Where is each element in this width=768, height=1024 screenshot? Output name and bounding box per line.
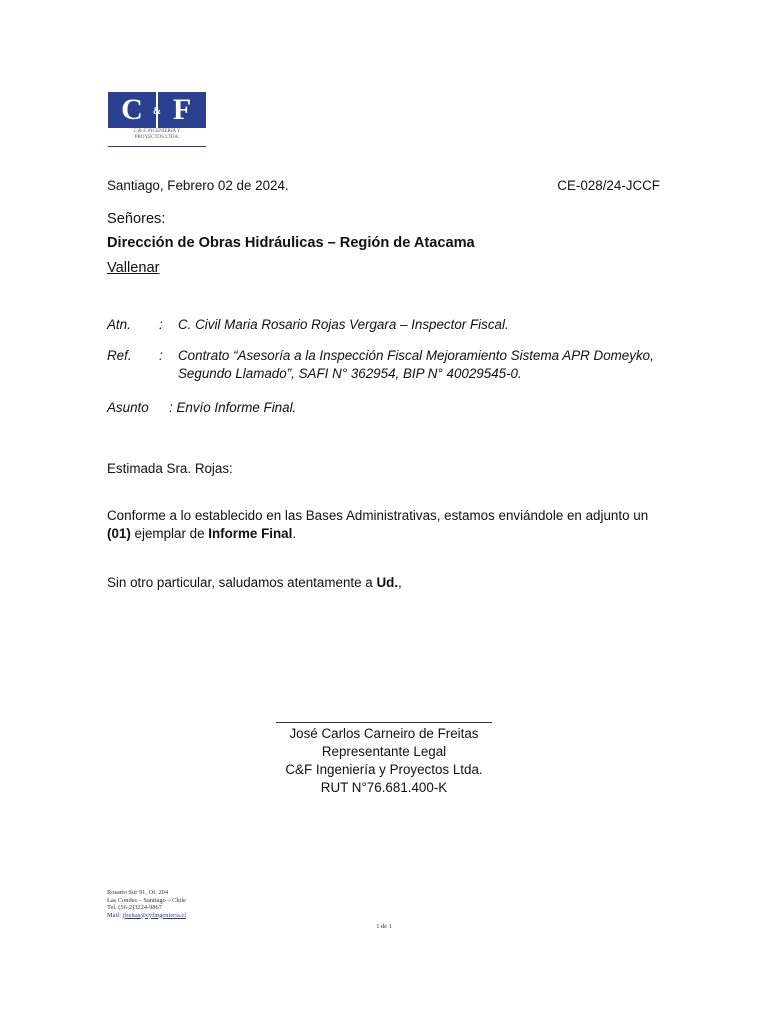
greeting: Estimada Sra. Rojas: [107, 461, 233, 476]
ref-value-line1: Contrato “Asesoría a la Inspección Fiscal Mejoramiento Sistema APR Domeyko, [178, 348, 654, 363]
footer-mail-label: Mail: [107, 911, 123, 919]
reference-code: CE-028/24-JCCF [557, 178, 660, 193]
paragraph-count: (01) [107, 526, 131, 541]
paragraph-line2 [107, 526, 296, 541]
closing-end: , [398, 575, 402, 590]
footer-mail-link[interactable]: jfreitas@cyfingenieria.cl [122, 911, 187, 919]
atn-colon: : [159, 317, 163, 332]
closing [107, 575, 402, 590]
paragraph-end: . [292, 526, 297, 541]
logo-ampersand: & [152, 106, 162, 117]
footer-mail [107, 912, 186, 920]
closing-ud: Ud. [376, 575, 399, 590]
paragraph-mid: ejemplar de [130, 526, 209, 541]
footer-phone: Tel. (56-2)3224-9867 [107, 904, 162, 911]
signer-name: José Carlos Carneiro de Freitas [289, 726, 479, 741]
ref-colon: : [159, 348, 163, 363]
signer-company: C&F Ingeniería y Proyectos Ltda. [285, 762, 483, 777]
closing-text: Sin otro particular, saludamos atentamente a [107, 575, 377, 590]
logo-letter-f: F [158, 92, 206, 128]
logo-underline [108, 146, 206, 147]
footer-address [107, 889, 186, 919]
ref-label: Ref. [107, 348, 132, 363]
logo-subtitle-line1: C & F INGENIERIA Y [133, 129, 181, 134]
signer-title: Representante Legal [321, 744, 447, 759]
paragraph-document-name: Informe Final [208, 526, 293, 541]
signer-rut: RUT N°76.681.400-K [320, 780, 448, 795]
logo-subtitle-line2: PROYECTOS LTDA. [134, 135, 180, 140]
page-number: 1 de 1 [376, 923, 392, 930]
ref-value-line2: Segundo Llamado”, SAFI N° 362954, BIP N° 40029545-0. [178, 366, 522, 381]
footer-address1: Rosario Sur 91, Of. 204 [107, 889, 169, 896]
asunto-value: : Envío Informe Final. [169, 400, 297, 415]
company-logo [108, 92, 206, 148]
atn-value: C. Civil Maria Rosario Rojas Vergara – Inspector Fiscal. [178, 317, 509, 332]
salutation: Señores: [107, 211, 166, 227]
asunto-label: Asunto [107, 400, 149, 415]
logo-subtitle [108, 129, 206, 141]
signature-line [276, 722, 492, 723]
footer-address2: Las Condes – Santiago – Chile [107, 896, 186, 904]
recipient-organization: Dirección de Obras Hidráulicas – Región de Atacama [107, 235, 475, 251]
place-date: Santiago, Febrero 02 de 2024. [107, 178, 289, 193]
logo-letter-c: C [108, 92, 156, 128]
atn-label: Atn. [107, 317, 131, 332]
paragraph-line1: Conforme a lo establecido en las Bases Administrativas, estamos enviándole en adjunto un [107, 508, 649, 523]
recipient-city: Vallenar [107, 260, 160, 276]
